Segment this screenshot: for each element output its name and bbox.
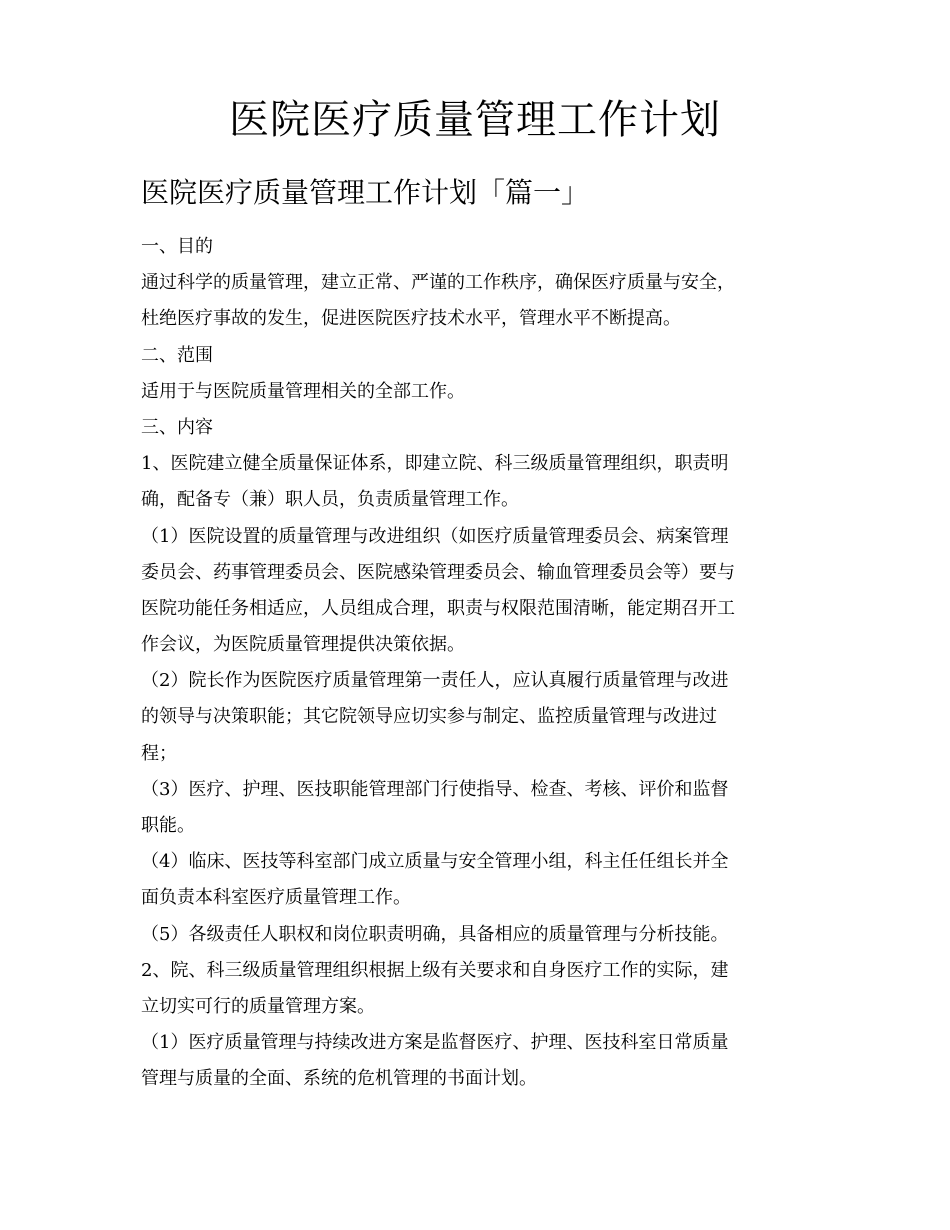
- body-line: 委员会、药事管理委员会、医院感染管理委员会、输血管理委员会等）要与: [141, 561, 735, 583]
- body-line: 面负责本科室医疗质量管理工作。: [141, 887, 411, 909]
- section-title: 医院医疗质量管理工作计划「篇一」: [141, 176, 590, 209]
- body-line: （1）医疗质量管理与持续改进方案是监督医疗、护理、医技科室日常质量: [141, 1032, 729, 1054]
- body-line: 管理与质量的全面、系统的危机管理的书面计划。: [141, 1068, 537, 1090]
- body-line: 的领导与决策职能；其它院领导应切实参与制定、监控质量管理与改进过: [141, 706, 717, 728]
- body-line: （1）医院设置的质量管理与改进组织（如医疗质量管理委员会、病案管理: [141, 525, 729, 547]
- body-line: （4）临床、医技等科室部门成立质量与安全管理小组，科主任任组长并全: [141, 851, 729, 873]
- body-line: 职能。: [141, 815, 195, 836]
- body-line: 通过科学的质量管理，建立正常、严谨的工作秩序，确保医疗质量与安全，: [141, 272, 735, 294]
- body-line: 三、内容: [141, 416, 213, 438]
- body-line: 确，配备专（兼）职人员，负责质量管理工作。: [141, 489, 519, 511]
- body-line: 一、目的: [141, 236, 213, 257]
- document-body: [141, 229, 821, 1098]
- body-line: 杜绝医疗事故的发生，促进医院医疗技术水平，管理水平不断提高。: [141, 308, 681, 330]
- body-line: 作会议，为医院质量管理提供决策依据。: [141, 634, 465, 656]
- body-line: 2、院、科三级质量管理组织根据上级有关要求和自身医疗工作的实际，建: [141, 959, 729, 981]
- body-line: 适用于与医院质量管理相关的全部工作。: [141, 380, 465, 402]
- body-line: 医院功能任务相适应，人员组成合理，职责与权限范围清晰，能定期召开工: [141, 597, 735, 619]
- document-title: 医院医疗质量管理工作计划: [229, 97, 721, 143]
- body-line: （2）院长作为医院医疗质量管理第一责任人，应认真履行质量管理与改进: [141, 670, 729, 692]
- body-line: 1、医院建立健全质量保证体系，即建立院、科三级质量管理组织，职责明: [141, 453, 729, 475]
- body-line: 立切实可行的质量管理方案。: [141, 995, 375, 1017]
- body-line: （5）各级责任人职权和岗位职责明确，具备相应的质量管理与分析技能。: [141, 923, 729, 945]
- body-line: （3）医疗、护理、医技职能管理部门行使指导、检查、考核、评价和监督: [141, 778, 729, 800]
- body-line: 程；: [141, 742, 177, 764]
- body-line: 二、范围: [141, 344, 213, 366]
